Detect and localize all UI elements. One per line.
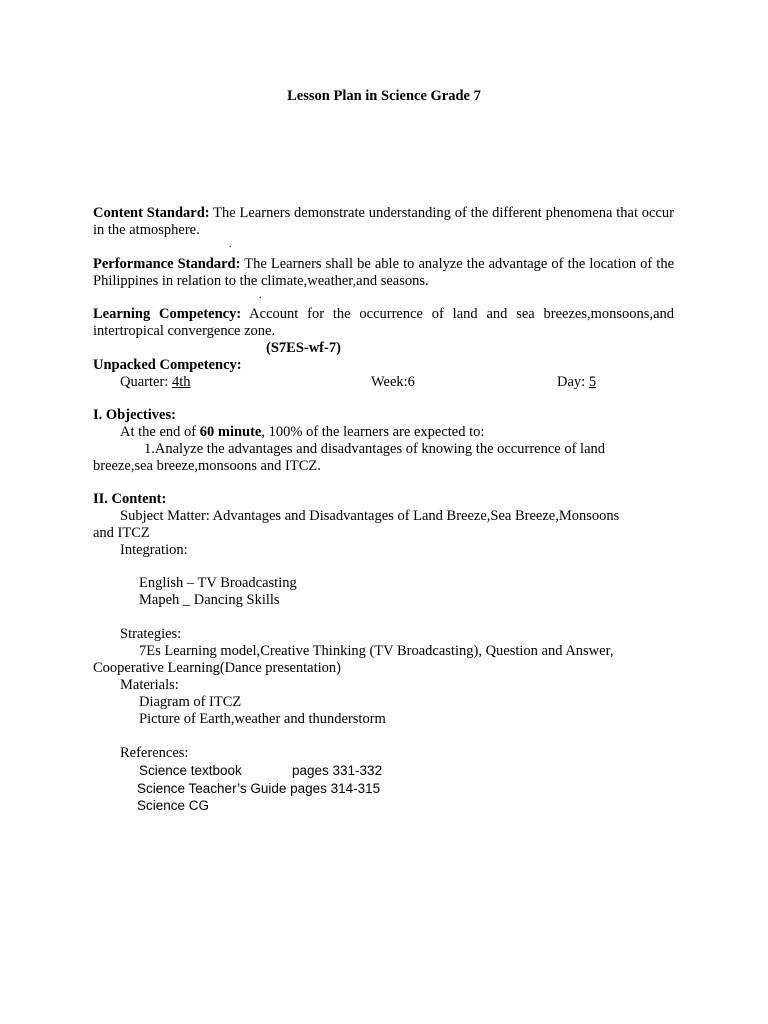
- objectives-intro: [120, 424, 484, 441]
- subject-matter-line2: and ITCZ: [93, 525, 150, 541]
- reference-item: Science textbook: [139, 763, 242, 778]
- references-label: References:: [120, 745, 189, 761]
- subject-matter-line1: Subject Matter: Advantages and Disadvantages of Land Breeze,Sea Breeze,Monsoons: [120, 508, 620, 524]
- day-value: 5: [588, 374, 597, 390]
- materials-label: Materials:: [120, 677, 179, 693]
- day: [557, 374, 596, 391]
- content-standard: [93, 205, 674, 239]
- quarter-value: 4th: [171, 374, 191, 390]
- reference-item: Science CG: [137, 798, 210, 813]
- learning-competency-label: Learning Competency:: [93, 306, 242, 322]
- week: Week:6: [371, 374, 415, 390]
- learning-competency-text: Account for the occurrence of land and sea breezes,monsoons,and intertropical convergence zone.: [93, 306, 674, 339]
- content-standard-text: The Learners demonstrate understanding of the different phenomena that occur in the atmosphere.: [93, 205, 674, 238]
- reference-pages: pages 331-332: [292, 763, 383, 778]
- objective-item-line1: 1.Analyze the advantages and disadvantages of knowing the occurrence of land: [144, 441, 606, 457]
- content-heading: II. Content:: [93, 491, 167, 507]
- quarter-label: Quarter:: [120, 374, 172, 390]
- performance-standard: [93, 256, 674, 290]
- materials-item: Diagram of ITCZ: [139, 694, 242, 710]
- objectives-intro-pre: At the end of: [120, 424, 200, 440]
- content-standard-label: Content Standard:: [93, 205, 210, 221]
- objectives-duration: 60 minute: [199, 424, 262, 440]
- performance-standard-label: Performance Standard:: [93, 256, 241, 272]
- strategies-label: Strategies:: [120, 626, 182, 642]
- day-label: Day:: [557, 374, 589, 390]
- materials-item: Picture of Earth,weather and thunderstorm: [139, 711, 386, 727]
- reference-item: Science Teacher’s Guide pages 314-315: [137, 781, 381, 796]
- objectives-heading: I. Objectives:: [93, 407, 176, 423]
- integration-label: Integration:: [120, 542, 188, 558]
- integration-item: English – TV Broadcasting: [139, 575, 297, 591]
- stray-dot: .: [229, 239, 232, 250]
- stray-dot: .: [259, 290, 262, 301]
- unpacked-competency-label: Unpacked Competency:: [93, 357, 242, 373]
- objective-item-line2: breeze,sea breeze,monsoons and ITCZ.: [93, 458, 321, 474]
- strategies-line2: Cooperative Learning(Dance presentation): [93, 660, 342, 676]
- learning-competency: [93, 306, 674, 340]
- document-title: Lesson Plan in Science Grade 7: [287, 88, 481, 104]
- competency-code: (S7ES-wf-7): [266, 340, 341, 356]
- strategies-line1: 7Es Learning model,Creative Thinking (TV Broadcasting), Question and Answer,: [139, 643, 614, 659]
- objectives-intro-post: , 100% of the learners are expected to:: [261, 424, 485, 440]
- performance-standard-text: The Learners shall be able to analyze the advantage of the location of the Philippines in relation to the climate,weather,and seasons.: [93, 256, 675, 289]
- integration-item: Mapeh _ Dancing Skills: [139, 592, 280, 608]
- quarter: [120, 374, 190, 391]
